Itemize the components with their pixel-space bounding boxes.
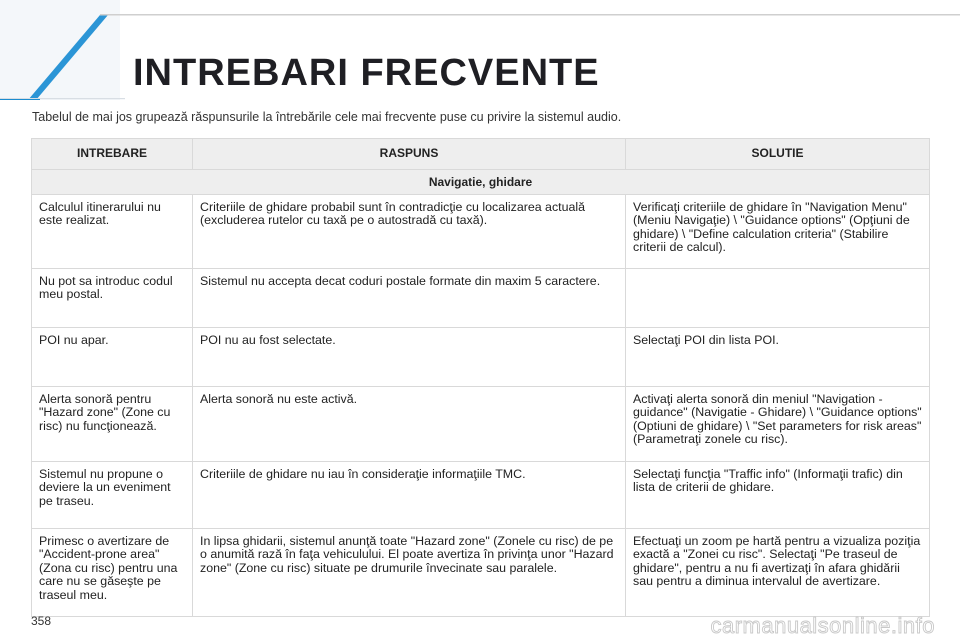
- question-cell: POI nu apar.: [32, 327, 193, 386]
- solution-cell: Verificaţi criteriile de ghidare în "Navigation Menu" (Meniu Navigaţie) \ "Guidance options" (Opţiuni de ghidare) \ "Define calculation criteria" (Stabilire criterii de calcul).: [626, 194, 930, 268]
- table-row: [32, 268, 930, 327]
- column-header-question: INTREBARE: [32, 139, 193, 170]
- column-header-solution: SOLUTIE: [626, 139, 930, 170]
- section-row: [32, 170, 930, 195]
- page-number: 358: [31, 614, 52, 628]
- solution-cell: Activaţi alerta sonoră din meniul "Navigation - guidance" (Navigatie - Ghidare) \ "Guidance options" (Optiuni de ghidare) \ "Set parameters for risk areas" (Parametraţi zonele cu risc).: [626, 386, 930, 461]
- section-title: Navigatie, ghidare: [32, 170, 930, 195]
- watermark-logo: [537, 612, 937, 638]
- table-row: [32, 386, 930, 461]
- answer-cell: Alerta sonoră nu este activă.: [193, 386, 626, 461]
- solution-cell: [626, 268, 930, 327]
- top-banner: [0, 0, 960, 100]
- answer-cell: In lipsa ghidarii, sistemul anunţă toate "Hazard zone" (Zonele cu risc) de pe o anumită rază în faţa vehiculului. El poate avertiza în privinţa unor "Hazard zone" (Zone cu risc) situate pe drumurile învecinate sau paralele.: [193, 528, 626, 616]
- question-cell: Alerta sonoră pentru "Hazard zone" (Zone cu risc) nu funcţionează.: [32, 386, 193, 461]
- page-title: INTREBARI FRECVENTE: [133, 52, 600, 94]
- column-header-answer: RASPUNS: [193, 139, 626, 170]
- solution-cell: Selectaţi funcţia "Traffic info" (Informaţii trafic) din lista de criterii de ghidare.: [626, 461, 930, 528]
- svg-text:carmanualsonline.info: carmanualsonline.info: [710, 613, 935, 638]
- solution-cell: Efectuaţi un zoom pe hartă pentru a vizualiza poziţia exactă a "Zonei cu risc". Selectaţi "Pe traseul de ghidare", pentru a nu fi avertizaţi în afara ghidării sau pentru a diminua intervalul de avertizare.: [626, 528, 930, 616]
- answer-cell: POI nu au fost selectate.: [193, 327, 626, 386]
- solution-cell: Selectaţi POI din lista POI.: [626, 327, 930, 386]
- table-header-row: [32, 139, 930, 170]
- table-row: [32, 194, 930, 268]
- question-cell: Calculul itinerarului nu este realizat.: [32, 194, 193, 268]
- table-row: [32, 327, 930, 386]
- answer-cell: Criteriile de ghidare probabil sunt în contradicţie cu localizarea actuală (excluderea rutelor cu taxă pe o autostradă cu taxă).: [193, 194, 626, 268]
- question-cell: Sistemul nu propune o deviere la un eveniment pe traseu.: [32, 461, 193, 528]
- table-row: [32, 528, 930, 616]
- answer-cell: Criteriile de ghidare nu iau în consideraţie informaţiile TMC.: [193, 461, 626, 528]
- faq-table: [31, 138, 930, 617]
- table-row: [32, 461, 930, 528]
- question-cell: Primesc o avertizare de "Accident-prone area" (Zona cu risc) pentru una care nu se găseşte pe traseul meu.: [32, 528, 193, 616]
- intro-text: Tabelul de mai jos grupează răspunsurile la întrebările cele mai frecvente puse cu privire la sistemul audio.: [32, 110, 622, 124]
- answer-cell: Sistemul nu accepta decat coduri postale formate din maxim 5 caractere.: [193, 268, 626, 327]
- question-cell: Nu pot sa introduc codul meu postal.: [32, 268, 193, 327]
